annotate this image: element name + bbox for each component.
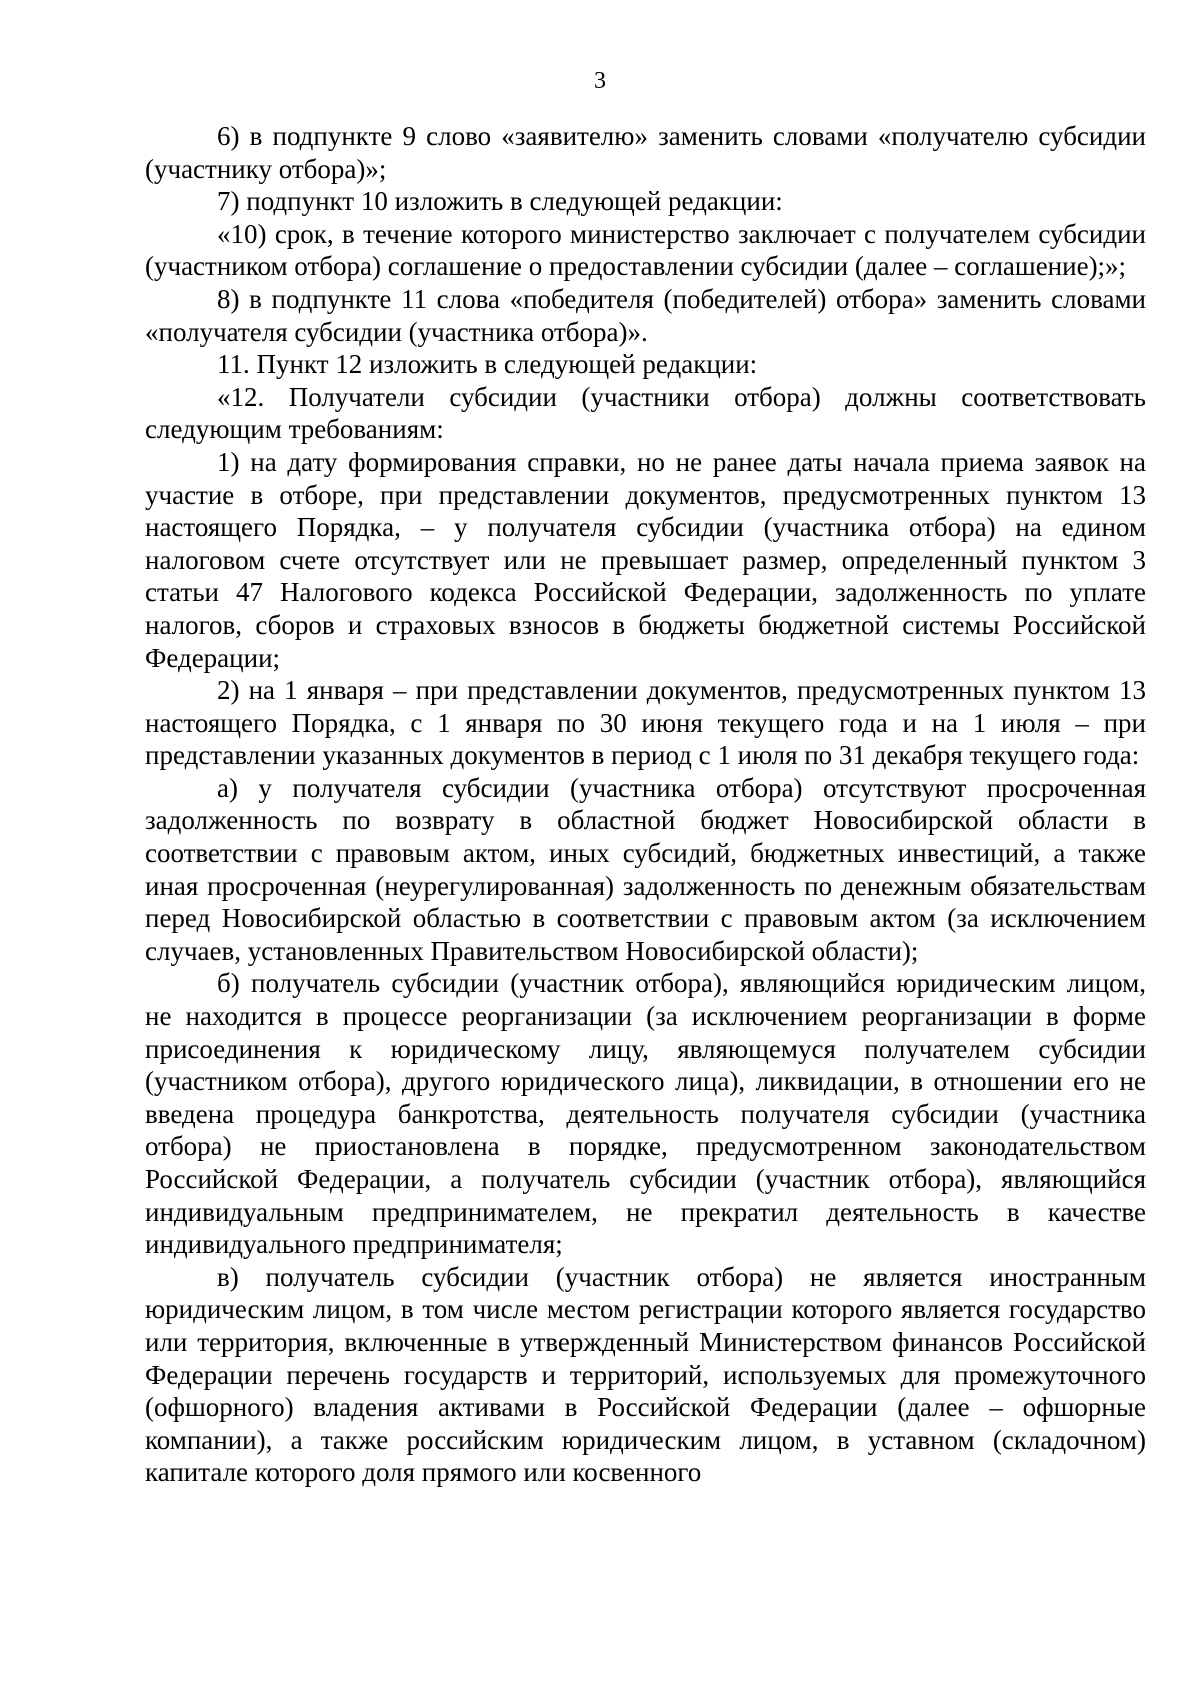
paragraph-requirement-2v: в) получатель субсидии (участник отбора) не является иностранным юридическим лицом, в том числе местом регистрации которого является государство или территория, включенные в утвержденный Министерством финансов Российской Федерации перечень государств и территорий, используемых для промежуточного (офшорного) владения активами в Российской Федерации (далее – офшорные компании), а также российским юридическим лицом, в уставном (складочном) капитале которого доля прямого или косвенного: [145, 1261, 1146, 1488]
paragraph-requirement-2: 2) на 1 января – при представлении документов, предусмотренных пунктом 13 настоящего Порядка, с 1 января по 30 июня текущего года и на 1 июля – при представлении указанных документов в период с 1 июля по 31 декабря текущего года:: [145, 675, 1146, 771]
paragraph-requirement-2b: б) получатель субсидии (участник отбора), являющийся юридическим лицом, не находится в процессе реорганизации (за исключением реорганизации в форме присоединения к юридическому лицу, являющемуся получателем субсидии (участником отбора), другого юридического лица), ликвидации, в отношении его не введена процедура банкротства, деятельность получателя субсидии (участника отбора) не приостановлена в порядке, предусмотренном законодательством Российской Федерации, а получатель субсидии (участник отбора), являющийся индивидуальным предпринимателем, не прекратил деятельность в качестве индивидуального предпринимателя;: [145, 968, 1146, 1260]
page-number: 3: [594, 68, 606, 94]
paragraph-item-11: 11. Пункт 12 изложить в следующей редакции:: [217, 349, 758, 380]
paragraph-subitem-6: 6) в подпункте 9 слово «заявителю» заменить словами «получателю субсидии (участнику отбора)»;: [145, 121, 1146, 184]
paragraph-requirement-2a: а) у получателя субсидии (участника отбора) отсутствуют просроченная задолженность по возврату в областной бюджет Новосибирской области в соответствии с правовым актом, иных субсидий, бюджетных инвестиций, а также иная просроченная (неурегулированная) задолженность по денежным обязательствам перед Новосибирской областью в соответствии с правовым актом (за исключением случаев, установленных Правительством Новосибирской области);: [145, 772, 1146, 966]
paragraph-quoted-item-12: «12. Получатели субсидии (участники отбора) должны соответствовать следующим требованиям:: [145, 381, 1146, 445]
paragraph-subitem-8: 8) в подпункте 11 слова «победителя (победителей) отбора» заменить словами «получателя субсидии (участника отбора)».: [145, 283, 1146, 347]
paragraph-subitem-7: 7) подпункт 10 изложить в следующей редакции:: [217, 186, 783, 217]
paragraph-requirement-1: 1) на дату формирования справки, но не ранее даты начала приема заявок на участие в отборе, при представлении документов, предусмотренных пунктом 13 настоящего Порядка, – у получателя субсидии (участника отбора) на едином налоговом счете отсутствует или не превышает размер, определенный пунктом 3 статьи 47 Налогового кодекса Российской Федерации, задолженность по уплате налогов, сборов и страховых взносов в бюджеты бюджетной системы Российской Федерации;: [145, 446, 1146, 673]
paragraph-quoted-subitem-10: «10) срок, в течение которого министерство заключает с получателем субсидии (участником отбора) соглашение о предоставлении субсидии (далее – соглашение);»;: [145, 218, 1146, 282]
document-body: [145, 120, 1146, 1489]
